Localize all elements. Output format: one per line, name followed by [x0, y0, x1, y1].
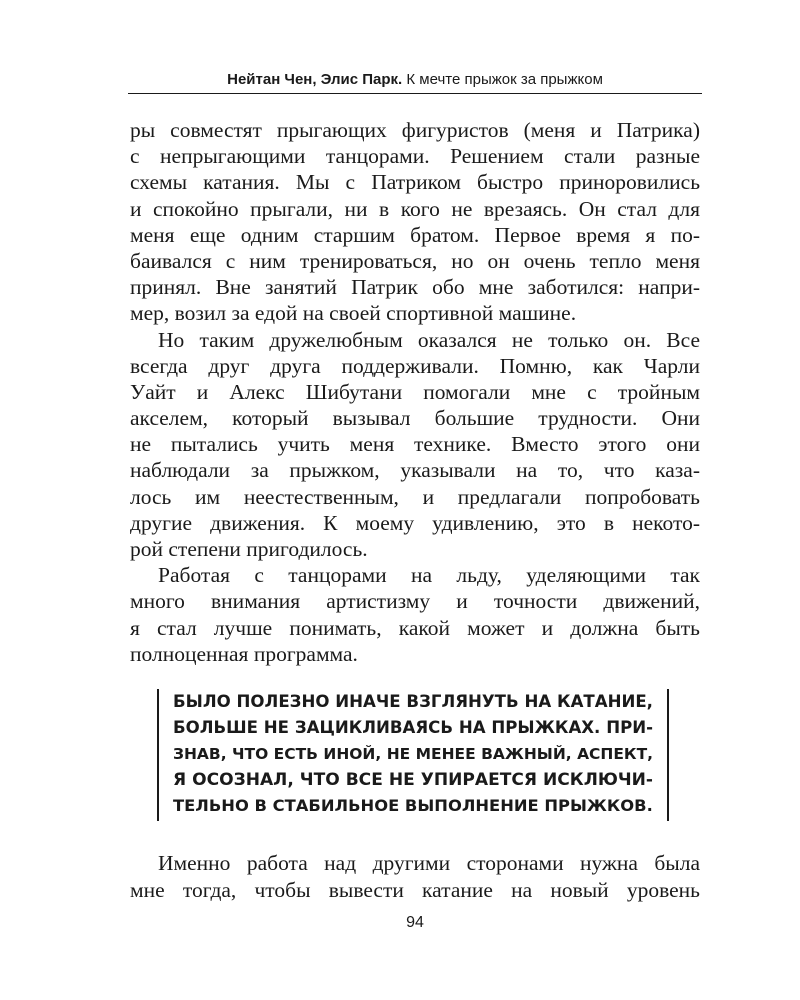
running-head-authors: Нейтан Чен, Элис Парк.	[227, 71, 403, 88]
text-line: Но таким дружелюбным оказался не только он. Все	[158, 327, 700, 352]
text-line: схемы катания. Мы с Патриком быстро приноровились	[130, 170, 700, 195]
pull-quote-line: БЫЛО ПОЛЕЗНО ИНАЧЕ ВЗГЛЯНУТЬ НА КАТАНИЕ,	[173, 692, 653, 711]
running-head	[128, 70, 702, 90]
text-line: меня еще одним старшим братом. Первое время я по-	[130, 222, 700, 247]
page-number: 94	[406, 914, 424, 931]
text-line: акселем, который вызывал большие трудности. Они	[130, 406, 700, 431]
text-line: баивался с ним тренироваться, но он очень тепло меня	[130, 248, 700, 273]
text-line: рой степени пригодилось.	[130, 537, 368, 561]
header-rule	[128, 93, 702, 94]
text-line: всегда друг друга поддерживали. Помню, как Чарли	[130, 353, 700, 378]
pull-quote-line: БОЛЬШЕ НЕ ЗАЦИКЛИВАЯСЬ НА ПРЫЖКАХ. ПРИ-	[173, 718, 653, 737]
text-line: наблюдали за прыжком, указывали на то, что каза-	[130, 458, 700, 483]
text-line: мне тогда, чтобы вывести катание на новый уровень	[130, 878, 700, 902]
text-line: не пытались учить меня технике. Вместо этого они	[130, 432, 700, 457]
text-line: и спокойно прыгали, ни в кого не врезаясь. Он стал для	[130, 196, 700, 221]
pull-quote	[157, 689, 669, 821]
text-line: Работая с танцорами на льду, уделяющими так	[158, 563, 700, 588]
text-line: я стал лучше понимать, какой может и должна быть	[130, 615, 700, 640]
text-line: другие движения. К моему удивлению, это в некото-	[130, 510, 700, 535]
body-text-continued	[130, 850, 700, 904]
text-line: мер, возил за едой на своей спортивной машине.	[130, 301, 577, 326]
text-line: лось им неестественным, и предлагали попробовать	[130, 484, 700, 509]
text-line: принял. Вне занятий Патрик обо мне заботился: напри-	[130, 275, 700, 300]
text-line: с непрыгающими танцорами. Решением стали разные	[130, 144, 700, 169]
text-line: полноценная программа.	[130, 641, 358, 666]
text-line: много внимания артистизму и точности движений,	[130, 589, 700, 614]
pull-quote-line: ТЕЛЬНО В СТАБИЛЬНОЕ ВЫПОЛНЕНИЕ ПРЫЖКОВ.	[173, 796, 653, 815]
text-line: ры совместят прыгающих фигуристов (меня и Патрика)	[130, 118, 700, 142]
running-head-title: К мечте прыжок за прыжком	[406, 71, 603, 88]
pull-quote-text	[173, 689, 653, 819]
text-line: Уайт и Алекс Шибутани помогали мне с тройным	[130, 379, 700, 404]
pull-quote-line: ЗНАВ, ЧТО ЕСТЬ ИНОЙ, НЕ МЕНЕЕ ВАЖНЫЙ, АСПЕКТ,	[173, 745, 653, 763]
pull-quote-line: Я ОСОЗНАЛ, ЧТО ВСЕ НЕ УПИРАЕТСЯ ИСКЛЮЧИ-	[173, 770, 653, 790]
body-text	[130, 117, 700, 667]
text-line: Именно работа над другими сторонами нужна была	[158, 851, 700, 875]
